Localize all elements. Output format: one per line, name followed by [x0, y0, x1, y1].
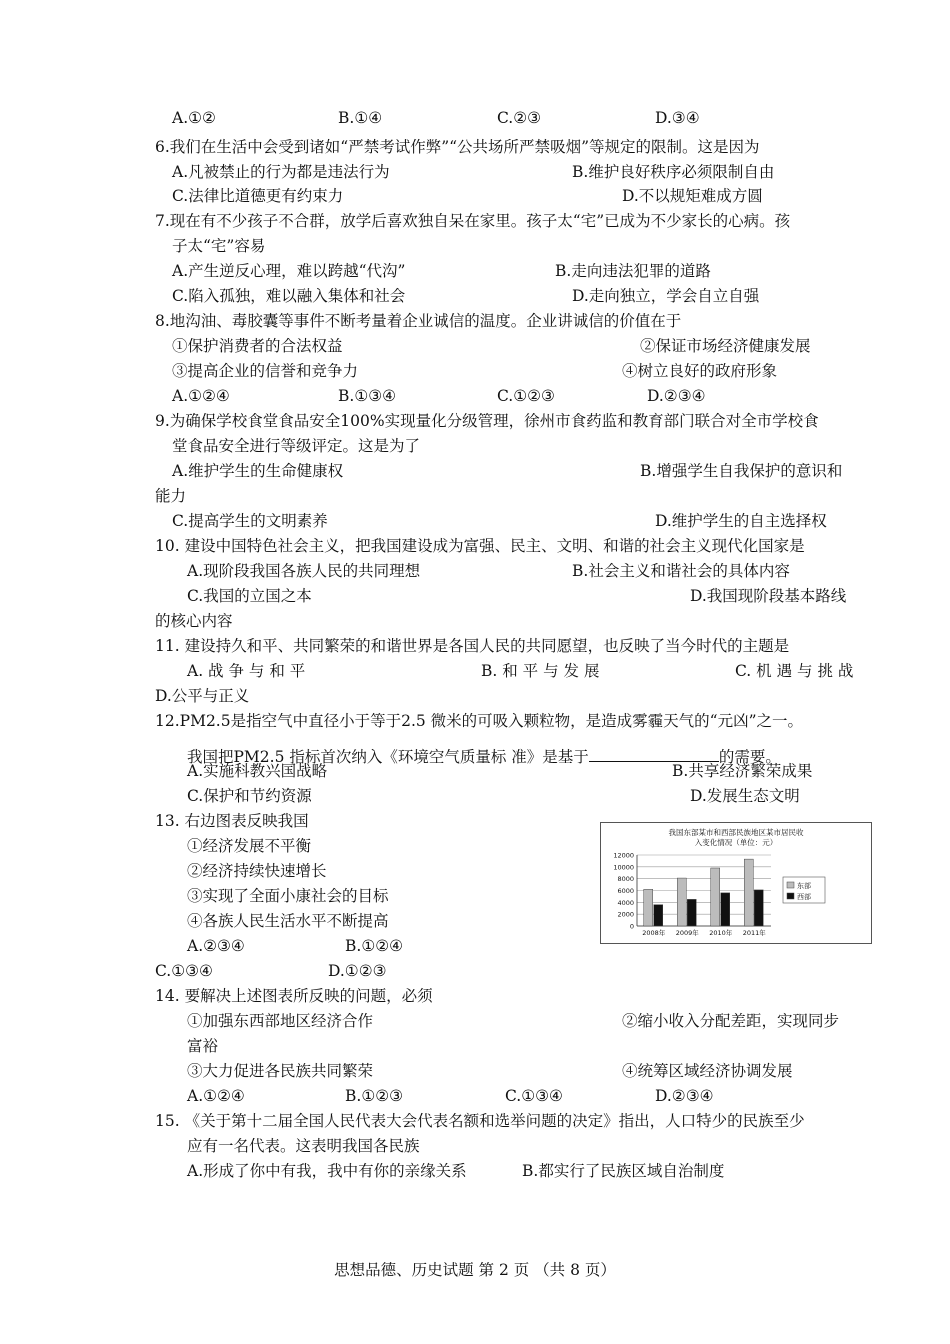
text-line: ①保护消费者的合法权益	[172, 337, 343, 355]
chart-bar	[644, 889, 653, 926]
text-line: 堂食品安全进行等级评定。这是为了	[172, 437, 421, 455]
text-line: B. 和 平 与 发 展	[481, 662, 600, 680]
text-line: A.产生逆反心理，难以跨越“代沟”	[172, 262, 406, 280]
text-line: 15. 《关于第十二届全国人民代表大会代表名额和选举问题的决定》指出，人口特少的民族至少	[155, 1112, 805, 1130]
text-line: B.社会主义和谐社会的具体内容	[572, 562, 790, 580]
text-line: ④统筹区域经济协调发展	[622, 1062, 793, 1080]
text-line: B.①②④	[345, 937, 404, 955]
chart-bar	[744, 859, 753, 926]
chart-y-tick-label: 10000	[613, 863, 634, 872]
chart-x-tick-label: 2010年	[709, 929, 733, 937]
income-bar-chart-svg	[601, 823, 871, 943]
text-line: C.陷入孤独，难以融入集体和社会	[172, 287, 406, 305]
chart-y-tick-label: 4000	[617, 898, 634, 907]
text-line: 富裕	[187, 1037, 219, 1055]
text-line: 14. 要解决上述图表所反映的问题，必须	[155, 987, 433, 1005]
chart-y-tick-label: 12000	[613, 851, 634, 860]
text-line: ①经济发展不平衡	[187, 837, 312, 855]
text-line: B.①②③	[345, 1087, 404, 1105]
text-line: A.凡被禁止的行为都是违法行为	[172, 163, 390, 181]
text-line: A.现阶段我国各族人民的共同理想	[187, 562, 421, 580]
q12-text-before-blank: 我国把PM2.5 指标首次纳入《环境空气质量标 准》是基于	[187, 748, 589, 766]
text-line: C. 机 遇 与 挑 战	[735, 662, 854, 680]
text-line: ④各族人民生活水平不断提高	[187, 912, 389, 930]
text-line: A. 战 争 与 和 平	[187, 662, 306, 680]
income-bar-chart	[600, 822, 872, 944]
text-line: A.①②④	[172, 387, 230, 405]
chart-x-tick-label: 2009年	[675, 929, 699, 937]
chart-y-tick-label: 8000	[617, 875, 634, 884]
q12-line-2	[187, 746, 781, 767]
chart-legend-label: 东部	[797, 882, 811, 890]
text-line: B.①④	[338, 109, 383, 127]
text-line: D.我国现阶段基本路线	[690, 587, 847, 605]
text-line: D.走向独立，学会自立自强	[572, 287, 760, 305]
text-line: D.公平与正义	[155, 687, 250, 705]
chart-bar	[721, 893, 730, 926]
text-line: 的核心内容	[155, 612, 233, 630]
chart-title-line-2: 入变化情况（单位：元）	[694, 838, 778, 847]
chart-bar	[711, 868, 720, 926]
text-line: ②经济持续快速增长	[187, 862, 327, 880]
text-line: ①加强东西部地区经济合作	[187, 1012, 374, 1030]
text-line: C.我国的立国之本	[187, 587, 312, 605]
text-line: 子太“宅”容易	[172, 237, 266, 255]
chart-legend-swatch	[787, 893, 794, 899]
text-line: D.③④	[655, 109, 700, 127]
page-footer: 思想品德、历史试题 第 2 页 （共 8 页）	[334, 1261, 616, 1279]
text-line: 应有一名代表。这表明我国各民族	[187, 1137, 420, 1155]
text-line: B.共享经济繁荣成果	[672, 762, 813, 780]
q12-text-after-blank: 的需要。	[718, 748, 781, 766]
text-line: C.法律比道德更有约束力	[172, 187, 344, 205]
text-line: 10. 建设中国特色社会主义，把我国建设成为富强、民主、文明、和谐的社会主义现代化国家是	[155, 537, 805, 555]
text-line: A.形成了你中有我，我中有你的亲缘关系	[187, 1162, 467, 1180]
text-line: A.①②④	[187, 1087, 245, 1105]
text-line: B.走向违法犯罪的道路	[555, 262, 711, 280]
text-line: C.①②③	[497, 387, 555, 405]
text-line: B.都实行了民族区域自治制度	[522, 1162, 725, 1180]
text-line: C.①③④	[505, 1087, 563, 1105]
text-line: C.提高学生的文明素养	[172, 512, 328, 530]
text-line: C.①③④	[155, 962, 213, 980]
text-line: ②缩小收入分配差距，实现同步	[622, 1012, 840, 1030]
chart-x-tick-label: 2008年	[642, 929, 666, 937]
text-line: 12.PM2.5是指空气中直径小于等于2.5 微米的可吸入颗粒物，是造成雾霾天气的“元凶”之一。	[155, 712, 804, 730]
chart-bar	[754, 890, 763, 926]
text-line: D.维护学生的自主选择权	[655, 512, 827, 530]
chart-y-tick-label: 6000	[617, 887, 634, 895]
text-line: 13. 右边图表反映我国	[155, 812, 309, 830]
text-line: C.②③	[497, 109, 542, 127]
text-line: 7.现在有不少孩子不合群，放学后喜欢独自呆在家里。孩子太“宅”已成为不少家长的心病。孩	[155, 212, 791, 230]
chart-x-tick-label: 2011年	[742, 929, 766, 937]
text-line: 11. 建设持久和平、共同繁荣的和谐世界是各国人民的共同愿望，也反映了当今时代的主题是	[155, 637, 790, 655]
text-line: 6.我们在生活中会受到诸如“严禁考试作弊”“公共场所严禁吸烟”等规定的限制。这是因为	[155, 138, 760, 156]
text-line: A.维护学生的生命健康权	[172, 462, 344, 480]
chart-y-tick-label: 0	[629, 922, 634, 931]
text-line: ③提高企业的信誉和竞争力	[172, 362, 359, 380]
text-line: B.增强学生自我保护的意识和	[640, 462, 843, 480]
text-line: D.不以规矩难成方圆	[622, 187, 763, 205]
chart-bar	[654, 905, 663, 926]
chart-bar	[677, 878, 686, 926]
chart-legend-swatch	[787, 882, 794, 888]
text-line: ③大力促进各民族共同繁荣	[187, 1062, 374, 1080]
text-line: A.①②	[172, 109, 216, 127]
text-line: D.①②③	[328, 962, 387, 980]
chart-legend-label: 西部	[797, 893, 811, 901]
text-line: B.维护良好秩序必须限制自由	[572, 163, 775, 181]
chart-bar	[687, 899, 696, 926]
text-line: ④树立良好的政府形象	[622, 362, 778, 380]
text-line: 9.为确保学校食堂食品安全100%实现量化分级管理，徐州市食药监和教育部门联合对全市学校食	[155, 412, 819, 430]
text-line: A.实施科教兴国战略	[187, 762, 328, 780]
chart-title: 我国东部某市和西部民族地区某市居民收	[668, 828, 804, 837]
text-line: ③实现了全面小康社会的目标	[187, 887, 389, 905]
text-line: D.②③④	[647, 387, 706, 405]
q12-answer-blank[interactable]	[589, 746, 719, 762]
chart-y-tick-label: 2000	[617, 910, 634, 919]
text-line: D.②③④	[655, 1087, 714, 1105]
text-line: B.①③④	[338, 387, 397, 405]
text-line: 能力	[155, 487, 187, 505]
text-line: ②保证市场经济健康发展	[640, 337, 811, 355]
text-line: A.②③④	[187, 937, 245, 955]
text-line: D.发展生态文明	[690, 787, 800, 805]
text-line: 8.地沟油、毒胶囊等事件不断考量着企业诚信的温度。企业讲诚信的价值在于	[155, 312, 682, 330]
text-line: C.保护和节约资源	[187, 787, 312, 805]
